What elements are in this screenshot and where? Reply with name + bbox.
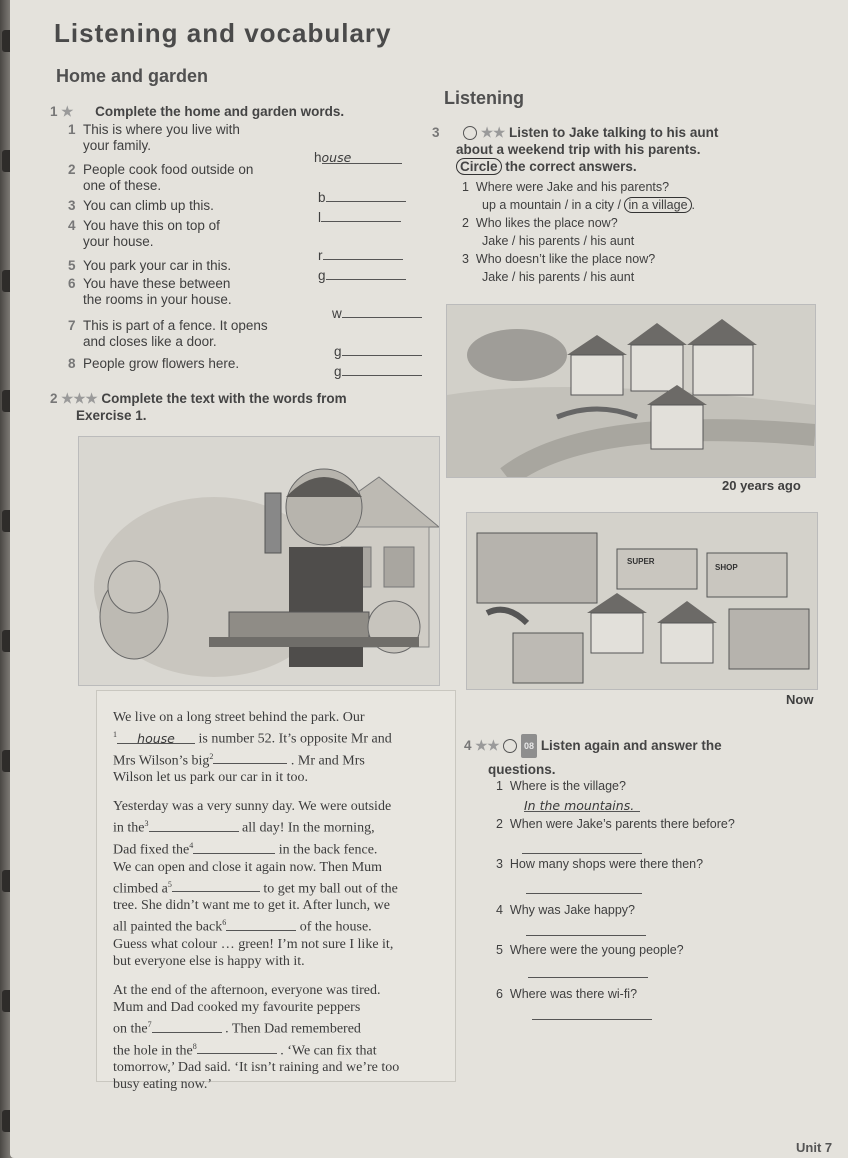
ex3-options[interactable]: Jake / his parents / his aunt xyxy=(482,234,635,248)
supermarket-sign: SUPER xyxy=(627,557,655,566)
ex4-item: 5 Where were the young people? xyxy=(496,943,684,957)
ex1-item: 4 You have this on top of your house. xyxy=(68,218,220,249)
star-icon: ★★★ xyxy=(61,391,98,406)
track-badge: 08 xyxy=(521,734,537,758)
unit-label: Unit 7 xyxy=(796,1140,833,1155)
star-icon: ★★ xyxy=(475,738,500,753)
answer-blank[interactable]: b xyxy=(318,188,406,206)
ex4-instruction: Listen again and answer the xyxy=(540,738,722,753)
caption-20-years-ago: 20 years ago xyxy=(722,478,801,493)
answer-blank[interactable]: l xyxy=(318,208,401,226)
answer-line[interactable] xyxy=(526,880,642,898)
section-title: Home and garden xyxy=(56,66,209,86)
ex4-item: 2 When were Jake’s parents there before? xyxy=(496,817,735,831)
answer-line[interactable] xyxy=(526,922,646,940)
page-title: Listening and vocabulary xyxy=(54,18,392,48)
ex1-item: 7 This is part of a fence. It opens and closes like a door. xyxy=(68,318,268,349)
ex3-options[interactable]: up a mountain / in a city / in a village . xyxy=(482,198,696,212)
ex2-text: We live on a long street behind the park. Our $^1$ house is number 52. It’s opposite Mr and Mrs Wilson’s big$^2$ . Mr and Mrs Wilson let us park our car in it too. Yesterday was a very sunny day. We were outside in the$^3$ all day! In the morning, Dad fixed the$^4$ in the back fence. We can open and close it again now. Then Mum climbed $a^5$ to get my ball out of the tree. She didn’t want me to get it. After lunch, we all painted the back$^6$ of the house. Guess what colour … green! I’m not sure I like it, but everyone else is happy with it. At the end of the afternoon, everyone was tired. Mum and Dad cooked my favourite peppers on the$^7$ . Then Dad remembered the hole in the$^8$ . ‘We can fix that tomorrow,’ Dad said. ‘It isn’t raining and we’re too busy eating now.’ xyxy=(113,710,400,1093)
village-past-illustration xyxy=(446,304,816,478)
audio-cd-icon[interactable] xyxy=(503,739,517,753)
ex3-number: 3 xyxy=(432,125,440,140)
answer-blank[interactable] xyxy=(172,878,260,892)
ex4-number: 4 xyxy=(464,738,472,753)
caption-now: Now xyxy=(786,692,814,707)
ex2-text-box xyxy=(96,690,456,1093)
ex4-item: 3 How many shops were there then? xyxy=(496,857,704,871)
ex1-item: 1 This is where you live with your family. xyxy=(68,122,240,153)
answer-blank[interactable] xyxy=(149,818,239,832)
workbook-page xyxy=(10,0,848,1158)
audio-cd-icon[interactable] xyxy=(463,126,477,140)
ex3-heading: 3 ★★ Listen to Jake talking to his aunt about a weekend trip with his parents. Circle the correct answers. xyxy=(432,125,719,174)
ex4-item: 1 Where is the village? xyxy=(496,779,626,793)
village-now-illustration xyxy=(466,512,818,690)
answer-line[interactable] xyxy=(528,964,648,982)
ex2-heading: 2 ★★★ Complete the text with the words from Exercise 1. xyxy=(50,391,347,423)
ex1-heading xyxy=(50,104,450,120)
star-icon: ★★ xyxy=(481,125,506,140)
answer-line[interactable]: In the mountains. xyxy=(524,798,640,814)
answer-blank[interactable] xyxy=(213,750,287,764)
answer-blank[interactable] xyxy=(152,1019,222,1033)
ex4-heading: 4 ★★ 08 Listen again and answer the questions. xyxy=(464,734,824,782)
answer-blank[interactable]: house xyxy=(117,730,195,744)
ex1-item: 3 You can climb up this. xyxy=(68,198,214,213)
ex3-item: 2 Who likes the place now? xyxy=(462,216,618,230)
ex1-item: 8 People grow flowers here. xyxy=(68,356,240,371)
answer-blank[interactable]: w xyxy=(332,304,422,322)
ex1-list xyxy=(68,122,438,377)
ex3-item: 3 Who doesn’t like the place now? xyxy=(462,252,656,266)
answer-blank[interactable]: g xyxy=(334,362,422,380)
ex3-item: 1 Where were Jake and his parents? xyxy=(462,180,670,194)
ex1-instruction: Complete the home and garden words. xyxy=(95,104,345,119)
answer-blank[interactable] xyxy=(197,1040,277,1054)
ex1-item: 5 You park your car in this. xyxy=(68,258,232,273)
answer-blank[interactable]: house xyxy=(314,150,402,166)
ex3-list xyxy=(462,178,802,286)
ex2-instruction: Complete the text with the words from xyxy=(101,391,347,406)
ex4-item: 6 Where was there wi-fi? xyxy=(496,987,638,1001)
barbecue-illustration xyxy=(78,436,440,686)
listening-heading: Listening xyxy=(444,88,524,108)
shop-sign: SHOP xyxy=(715,563,738,572)
answer-blank[interactable]: r xyxy=(318,246,403,264)
answer-blank[interactable] xyxy=(226,917,296,931)
answer-line[interactable] xyxy=(532,1006,652,1024)
ex4-item: 4 Why was Jake happy? xyxy=(496,903,635,917)
ex1-item: 2 People cook food outside on one of these. xyxy=(68,162,254,193)
star-icon: ★ xyxy=(61,104,74,119)
ex1-item: 6 You have these between the rooms in your house. xyxy=(68,276,232,307)
ex1-number: 1 xyxy=(50,104,58,119)
answer-blank[interactable]: g xyxy=(334,342,422,360)
answer-blank[interactable]: g xyxy=(318,266,406,284)
ex3-instruction: Listen to Jake talking to his aunt xyxy=(509,125,719,140)
answer-blank[interactable] xyxy=(193,840,275,854)
ex3-options[interactable]: Jake / his parents / his aunt xyxy=(482,270,635,284)
ex2-number: 2 xyxy=(50,391,58,406)
